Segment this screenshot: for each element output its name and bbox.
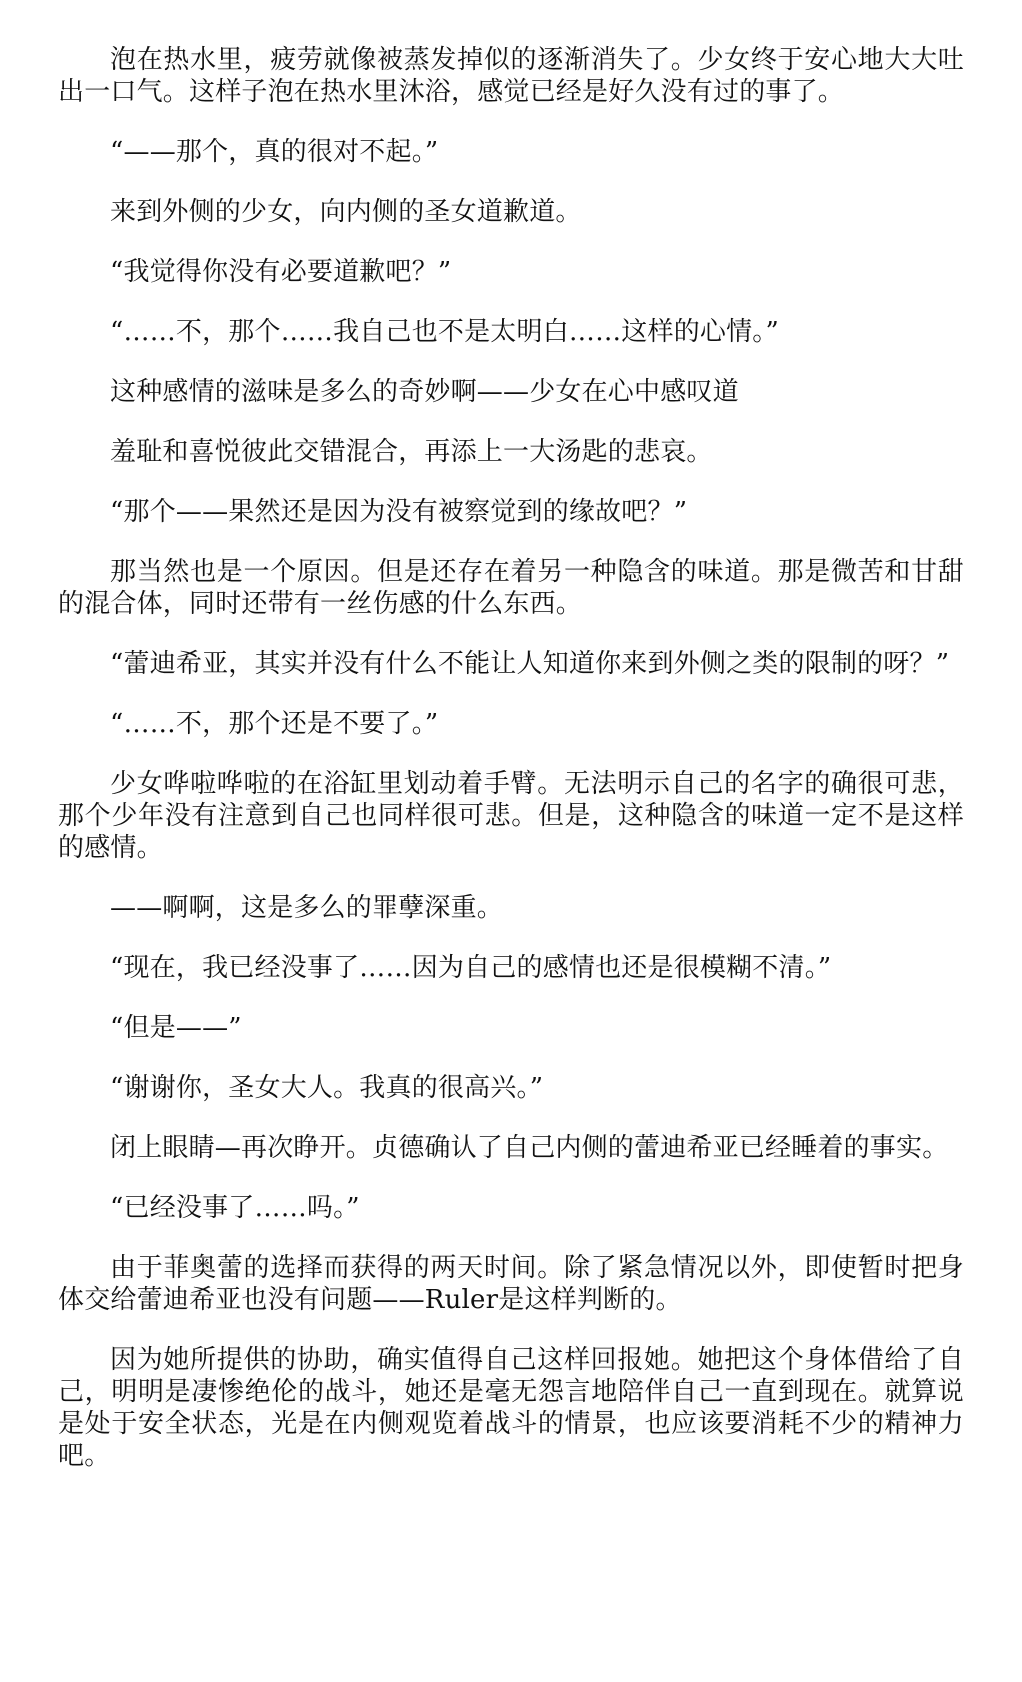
paragraph: 那当然也是一个原因。但是还存在着另一种隐含的味道。那是微苦和甘甜的混合体，同时还带有一丝伤感的什么东西。 [58, 557, 964, 619]
paragraph: 来到外侧的少女，向内侧的圣女道歉道。 [110, 197, 582, 227]
paragraph: 因为她所提供的协助，确实值得自己这样回报她。她把这个身体借给了自己，明明是凄惨绝伦的战斗，她还是毫无怨言地陪伴自己一直到现在。就算说是处于安全状态，光是在内侧观览着战斗的情景，也应该要消耗不少的精神力吧。 [58, 1345, 964, 1471]
paragraph: 由于菲奥蕾的选择而获得的两天时间。除了紧急情况以外，即使暂时把身体交给蕾迪希亚也没有问题——Ruler是这样判断的。 [58, 1253, 964, 1315]
paragraph: “……不，那个……我自己也不是太明白……这样的心情。” [110, 317, 779, 347]
paragraph: 少女哗啦哗啦的在浴缸里划动着手臂。无法明示自己的名字的确很可悲，那个少年没有注意到自己也同样很可悲。但是，这种隐含的味道一定不是这样的感情。 [58, 769, 964, 863]
body-text [58, 44, 964, 1500]
paragraph: “现在，我已经没事了……因为自己的感情也还是很模糊不清。” [110, 953, 832, 983]
paragraph: “——那个，真的很对不起。” [110, 137, 439, 167]
paragraph: “我觉得你没有必要道歉吧？” [110, 257, 452, 287]
paragraph: “蕾迪希亚，其实并没有什么不能让人知道你来到外侧之类的限制的呀？” [110, 649, 950, 679]
paragraph: “那个——果然还是因为没有被察觉到的缘故吧？” [110, 497, 688, 527]
paragraph: “……不，那个还是不要了。” [110, 709, 439, 739]
paragraph: “已经没事了……吗。” [110, 1193, 360, 1223]
paragraph: 闭上眼睛—再次睁开。贞德确认了自己内侧的蕾迪希亚已经睡着的事实。 [110, 1133, 949, 1163]
paragraph: 这种感情的滋味是多么的奇妙啊——少女在心中感叹道 [110, 377, 739, 407]
paragraph: 羞耻和喜悦彼此交错混合，再添上一大汤匙的悲哀。 [110, 437, 713, 467]
paragraph: ——啊啊，这是多么的罪孽深重。 [110, 893, 504, 923]
paragraph: 泡在热水里，疲劳就像被蒸发掉似的逐渐消失了。少女终于安心地大大吐出一口气。这样子泡在热水里沐浴，感觉已经是好久没有过的事了。 [58, 45, 964, 107]
paragraph: “但是——” [110, 1013, 242, 1043]
paragraph: “谢谢你，圣女大人。我真的很高兴。” [110, 1073, 544, 1103]
